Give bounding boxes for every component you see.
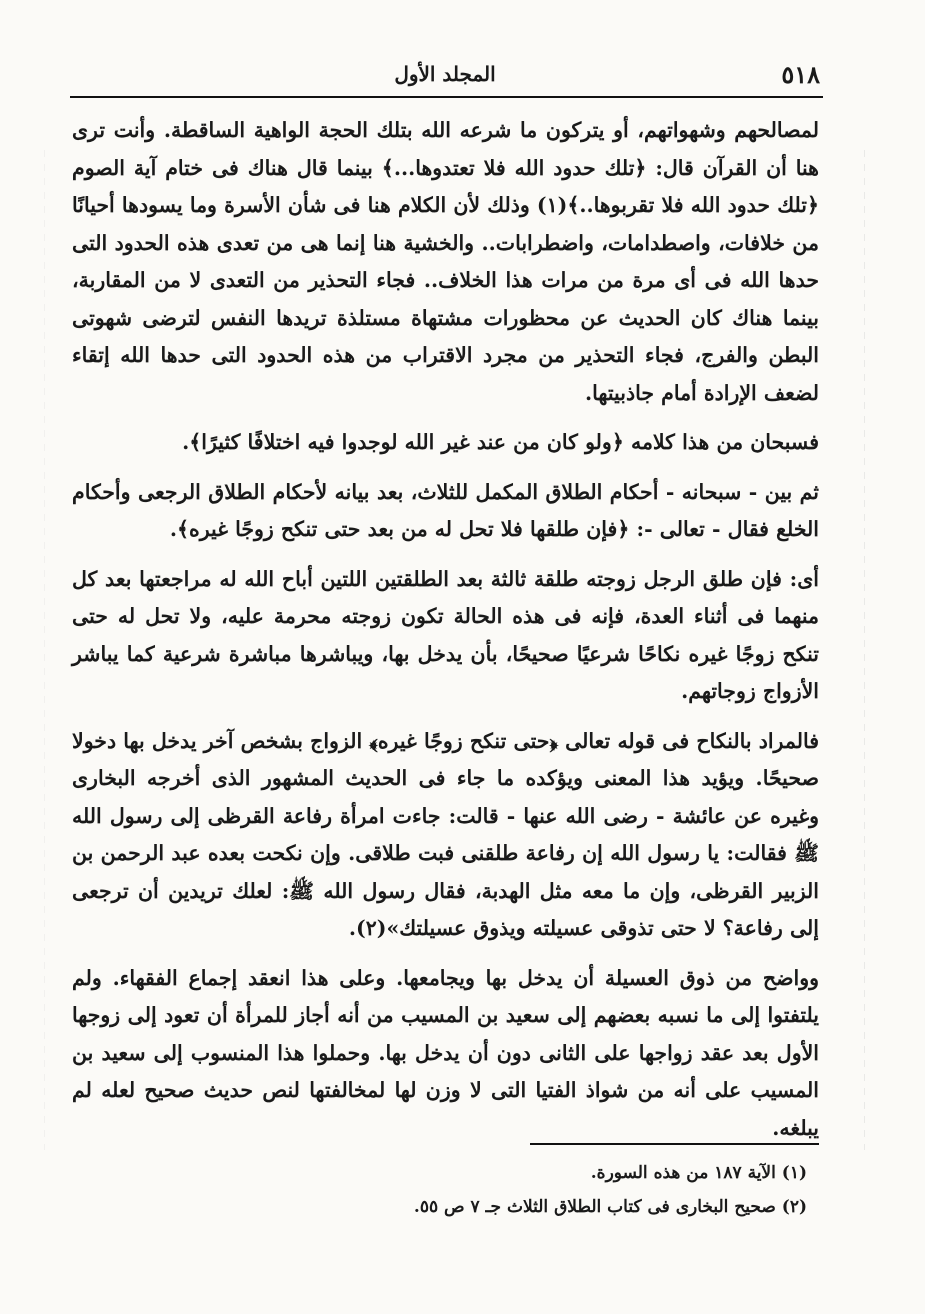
paragraph-5: فالمراد بالنكاح فى قوله تعالى ﴿حتى تنكح زوجًا غيره﴾ الزواج بشخص آخر يدخل بها دخولا صحيحًا. ويؤيد هذا المعنى ويؤكده ما جاء فى الحديث المشهور الذى أخرجه البخارى وغيره عن عائشة - رضى الله عنها - قالت: جاءت امرأة رفاعة القرظى إلى رسول الله ﷺ فقالت: يا رسول الله إن رفاعة طلقنى فبت طلاقى. وإن نكحت بعده عبد الرحمن بن الزبير القرظى، وإن ما معه مثل الهدبة، فقال رسول الله ﷺ: لعلك تريدين أن ترجعى إلى رفاعة؟ لا حتى تذوقى عسيلته ويذوق عسيلتك»(٢). <box>72 728 820 940</box>
body-text <box>72 112 819 1159</box>
paragraph-2: فسبحان من هذا كلامه ﴿ولو كان من عند غير الله لوجدوا فيه اختلافًا كثيرًا﴾. <box>182 430 819 454</box>
scan-artifact-right <box>864 150 865 1150</box>
footnote-1: (١) الآية ١٨٧ من هذه السورة. <box>590 1163 807 1183</box>
footnote-2: (٢) صحيح البخارى فى كتاب الطلاق الثلاث جـ ٧ ص ٥٥. <box>413 1197 807 1217</box>
footnotes <box>200 1156 807 1224</box>
paragraph-1: لمصالحهم وشهواتهم، أو يتركون ما شرعه الله بتلك الحجة الواهية الساقطة. وأنت ترى هنا أن القرآن قال: ﴿تلك حدود الله فلا تعتدوها...﴾ بينما قال هناك فى ختام آية الصوم ﴿تلك حدود الله فلا تقربوها..﴾(١) وذلك لأن الكلام هنا فى شأن الأسرة وما يسودها أحيانًا من خلافات، واصطدامات، واضطرابات.. والخشية هنا إنما هى من تعدى هذه الحدود التى حدها الله فى أى مرة من مرات هذا الخلاف.. فجاء التحذير من التعدى لا من المقاربة، بينما هناك كان الحديث عن محظورات مشتهاة مستلذة تريدها النفس لترضى شهوتى البطن والفرج، فجاء التحذير من مجرد الاقتراب من هذه الحدود التى حدها الله إتقاء لضعف الإرادة أمام جاذبيتها. <box>72 118 819 405</box>
scan-artifact-left <box>44 150 45 1150</box>
running-head: المجلد الأول <box>394 62 496 86</box>
footnote-rule <box>530 1143 819 1145</box>
paragraph-4: أى: فإن طلق الرجل زوجته طلقة ثالثة بعد الطلقتين اللتين أباح الله له مراجعتها بعد كل منهما فى أثناء العدة، فإنه فى هذه الحالة تكون زوجته محرمة عليه، ولا تحل له حتى تنكح زوجًا غيره نكاحًا شرعيًا صحيحًا، بأن يدخل بها، ويباشرها مباشرة شرعية كما يباشر الأزواج زوجاتهم. <box>72 566 819 703</box>
page-header <box>70 58 820 94</box>
page-number: ٥١٨ <box>781 60 820 89</box>
paragraph-3: ثم بين - سبحانه - أحكام الطلاق المكمل للثلاث، بعد بيانه لأحكام الطلاق الرجعى وأحكام الخلع فقال - تعالى -: ﴿فإن طلقها فلا تحل له من بعد حتى تنكح زوجًا غيره﴾. <box>72 479 819 541</box>
header-rule <box>70 96 823 98</box>
paragraph-6: وواضح من ذوق العسيلة أن يدخل بها ويجامعها. وعلى هذا انعقد إجماع الفقهاء. ولم يلتفتوا إلى ما نسبه بعضهم إلى سعيد بن المسيب من أنه أجاز للمرأة أن تعود إلى زوجها الأول بعد عقد زواجها على الثانى دون أن يدخل بها. وحملوا هذا المنسوب إلى سعيد بن المسيب على أنه من شواذ الفتيا التى لا وزن لها لمخالفتها لنص حديث صحيح لعله لم يبلغه. <box>72 965 819 1140</box>
